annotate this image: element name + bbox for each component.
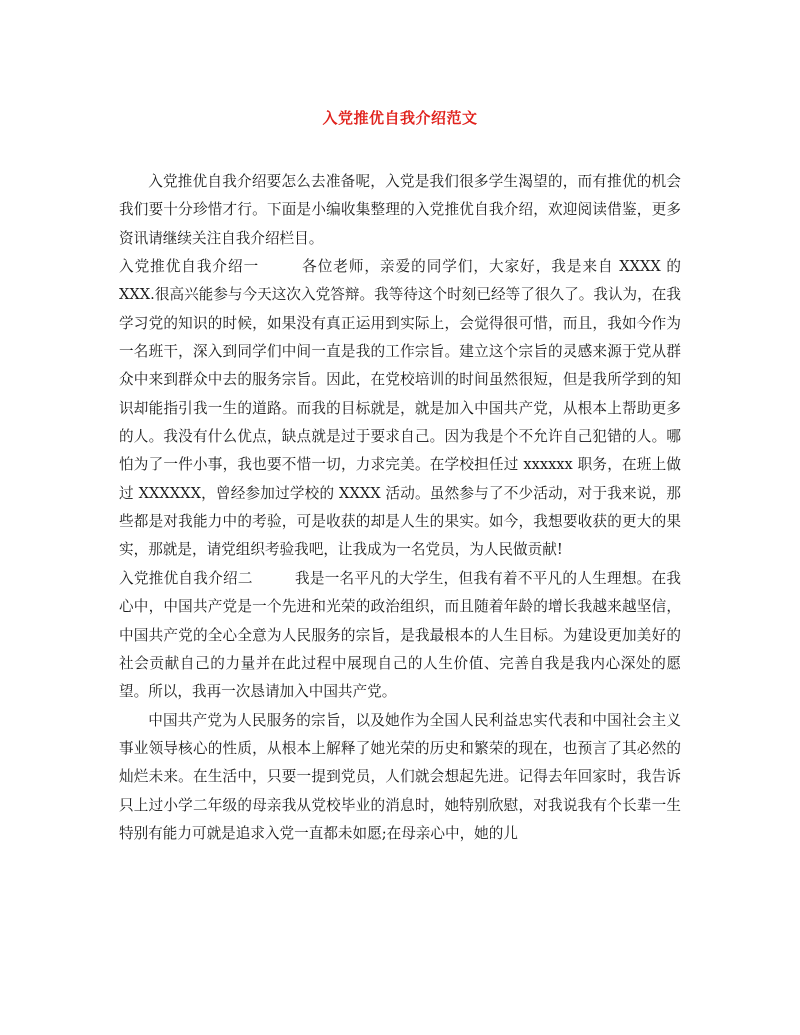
third-paragraph: 中国共产党为人民服务的宗旨，以及她作为全国人民利益忠实代表和中国社会主义事业领导核心的性质，从根本上解释了她光荣的历史和繁荣的现在，也预言了其必然的灿烂未来。在生活中，只要一提到党员，人们就会想起先进。记得去年回家时，我告诉只上过小学二年级的母亲我从党校毕业的消息时，她特别欣慰，对我说我有个长辈一生特别有能力可就是追求入党一直都未如愿;在母亲心中，她的儿 xyxy=(119,711,681,842)
section-one-paragraph xyxy=(119,253,681,565)
section-two-heading: 入党推优自我介绍二 xyxy=(119,569,253,587)
section-two-body: 我是一名平凡的大学生，但我有着不平凡的人生理想。在我心中，中国共产党是一个先进和光荣的政治组织，而且随着年龄的增长我越来越坚信，中国共产党的全心全意为人民服务的宗旨，是我最根本的人生目标。为建设更加美好的社会贡献自己的力量并在此过程中展现自己的人生价值、完善自我是我内心深处的愿望。所以，我再一次恳请加入中国共产党。 xyxy=(119,569,681,701)
document-body xyxy=(119,168,681,848)
document-title: 入党推优自我介绍范文 xyxy=(322,109,478,127)
intro-paragraph: 入党推优自我介绍要怎么去准备呢，入党是我们很多学生渴望的，而有推优的机会我们要十分珍惜才行。下面是小编收集整理的入党推优自我介绍，欢迎阅读借鉴，更多资讯请继续关注自我介绍栏目。 xyxy=(119,173,681,247)
section-one-body: 各位老师，亲爱的同学们，大家好，我是来自 XXXX 的 XXX.很高兴能参与今天这次入党答辩。我等待这个时刻已经等了很久了。我认为，在我学习党的知识的时候，如果没有真正运用到实际上，会觉得很可惜，而且，我如今作为一名班干，深入到同学们中间一直是我的工作宗旨。建立这个宗旨的灵感来源于党从群众中来到群众中去的服务宗旨。因此，在党校培训的时间虽然很短，但是我所学到的知识却能指引我一生的道路。而我的目标就是，就是加入中国共产党，从根本上帮助更多的人。我没有什么优点，缺点就是过于要求自己。因为我是个不允许自己犯错的人。哪怕为了一件小事，我也要不惜一切，力求完美。在学校担任过 xxxxxx 职务，在班上做过 XXXXXX，曾经参加过学校的 XXXX 活动。虽然参与了不少活动，对于我来说，那些都是对我能力中的考验，可是收获的却是人生的果实。如今，我想要收获的更大的果实，那就是，请党组织考验我吧，让我成为一名党员，为人民做贡献! xyxy=(119,258,681,559)
section-two-paragraph xyxy=(119,565,681,707)
section-one-heading: 入党推优自我介绍一 xyxy=(119,258,260,276)
